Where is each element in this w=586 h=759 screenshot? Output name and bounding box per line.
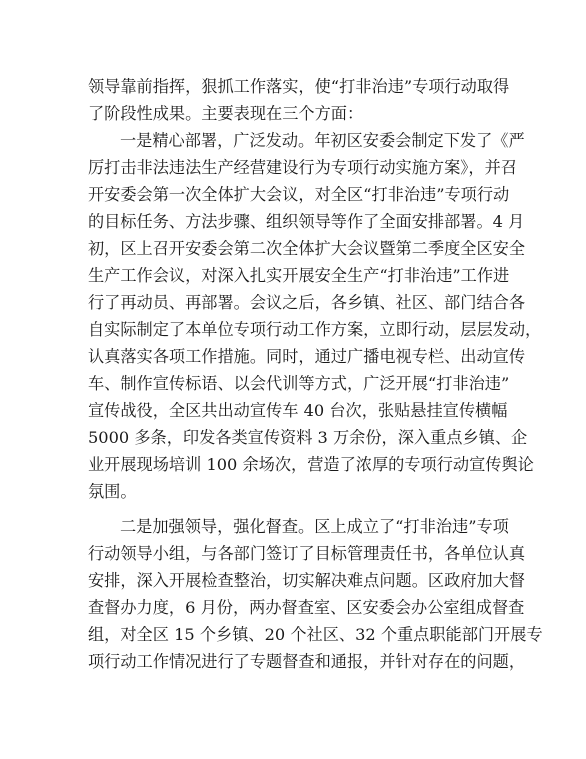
text-line: 业开展现场培训 100 余场次，营造了浓厚的专项行动宣传舆论 — [88, 455, 534, 474]
text-line: 行了再动员、再部署。会议之后，各乡镇、社区、部门结合各 — [88, 293, 526, 312]
text-line: 认真落实各项工作措施。同时，通过广播电视专栏、出动宣传 — [88, 347, 526, 366]
text-line: 项行动工作情况进行了专题督查和通报，并针对存在的问题， — [88, 652, 526, 671]
text-line: 车、制作宣传标语、以会代训等方式，广泛开展“打非治违” — [88, 374, 510, 393]
text-line: 安排，深入开展检查整治，切实解决难点问题。区政府加大督 — [88, 571, 526, 590]
text-line: 初，区上召开安委会第二次全体扩大会议暨第二季度全区安全 — [88, 239, 526, 258]
text-line: 厉打击非法违法生产经营建设行为专项行动实施方案》，并召 — [88, 158, 517, 177]
text-line: 氛围。 — [88, 482, 137, 501]
text-line: 领导靠前指挥，狠抓工作落实，使“打非治违”专项行动取得 — [88, 77, 510, 96]
text-line: 生产工作会议，对深入扎实开展安全生产“打非治违”工作进 — [88, 266, 510, 285]
text-line: 宣传战役，全区共出动宣传车 40 台次，张贴悬挂宣传横幅 — [88, 401, 508, 420]
paragraph-start-line: 二是加强领导，强化督查。区上成立了“打非治违”专项 — [120, 517, 509, 536]
text-line: 组，对全区 15 个乡镇、20 个社区、32 个重点职能部门开展专 — [88, 625, 543, 644]
text-line: 行动领导小组，与各部门签订了目标管理责任书，各单位认真 — [88, 544, 526, 563]
text-line: 开安委会第一次全体扩大会议，对全区“打非治违”专项行动 — [88, 185, 510, 204]
paragraph-start-line: 一是精心部署，广泛发动。年初区安委会制定下发了《严 — [120, 131, 525, 150]
text-line: 查督办力度，6 月份，两办督查室、区安委会办公室组成督查 — [88, 598, 525, 617]
text-line: 5000 多条，印发各类宣传资料 3 万余份，深入重点乡镇、企 — [88, 428, 528, 447]
text-line: 了阶段性成果。主要表现在三个方面： — [88, 104, 364, 123]
text-line: 自实际制定了本单位专项行动工作方案，立即行动，层层发动， — [88, 320, 542, 339]
text-line: 的目标任务、方法步骤、组织领导等作了全面安排部署。4 月 — [88, 212, 525, 231]
